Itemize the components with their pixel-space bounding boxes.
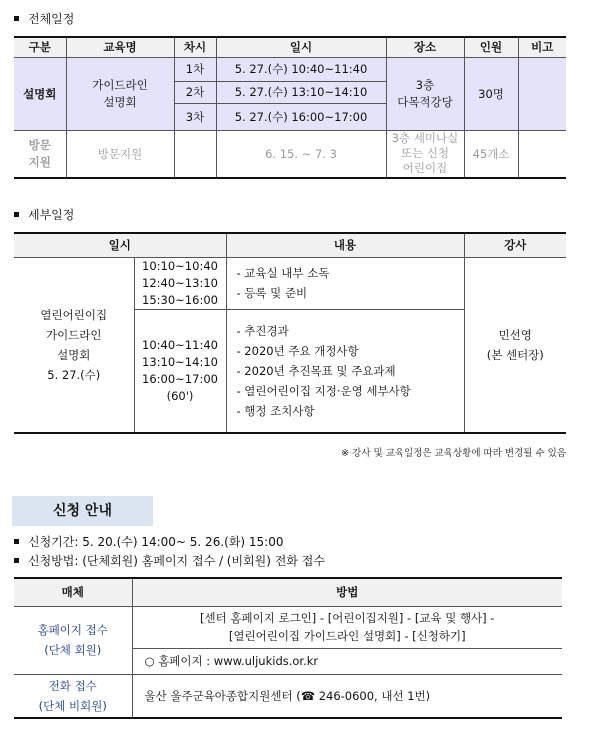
web-label: 홈페이지 접수 (단체 회원) [14,606,132,674]
visit-remark [518,130,566,178]
bullet-icon [14,558,19,563]
list-item: - 등록 및 준비 [236,286,308,300]
web-url[interactable]: ○ 홈페이지 : www.uljukids.or.kr [132,648,562,674]
event-name: 열린어린이집 가이드라인 설명회 5. 27.(수) [14,257,134,433]
briefing-category: 설명회 [14,57,66,130]
schedule-note: ※ 강사 및 교육일정은 교육상황에 따라 변경될 수 있음 [341,448,566,459]
detail-schedule-table [14,232,566,434]
bullet-icon [14,16,19,21]
list-item: - 2020년 주요 개정사항 [236,343,359,358]
header-people: 인원 [464,37,518,57]
apply-badge: 신청 안내 [12,496,153,526]
bullet-icon [14,539,19,544]
briefing-place: 3층 다목적강당 [386,57,464,130]
header-place: 장소 [386,37,464,57]
prep-times: 10:10~10:40 12:40~13:10 15:30~16:00 [134,257,226,309]
session-time: 5. 27.(수) 10:40~11:40 [216,57,386,81]
apply-method-table [14,577,562,719]
session-no: 2차 [174,81,216,103]
visit-name: 방문지원 [66,130,174,178]
web-path: [센터 홈페이지 로그인] - [어린이집지원] - [교육 및 행사] - [열린어린이집 가이드라인 설명회] - [신청하기] [132,606,562,648]
visit-people: 45개소 [464,130,518,178]
header-media: 매체 [14,578,132,606]
visit-place: 3층 세미나실 또는 신청 어린이집 [386,130,464,178]
session-no: 3차 [174,103,216,130]
visit-time: 6. 15. ~ 7. 3 [216,130,386,178]
visit-session [174,130,216,178]
list-item: - 추진경과 [236,323,289,338]
lecturer: 민선영 (본 센터장) [464,257,566,433]
header-session: 차시 [174,37,216,57]
briefing-people: 30명 [464,57,518,130]
phone-info: 울산 울주군육아종합지원센터 (☎ 246-0600, 내선 1번) [132,674,562,718]
header-name: 교육명 [66,37,174,57]
overall-schedule-table [14,36,566,179]
header-datetime: 일시 [216,37,386,57]
list-item: - 행정 조치사항 [236,403,315,418]
header-lecturer: 강사 [464,233,566,257]
phone-label: 전화 접수 (단체 비회원) [14,674,132,718]
list-item: - 2020년 추진목표 및 주요과제 [236,363,396,378]
visit-category: 방문 지원 [14,130,66,178]
main-times: 10:40~11:40 13:10~14:10 16:00~17:00 (60') [134,309,226,433]
header-category: 구분 [14,37,66,57]
main-items [226,309,464,433]
briefing-remark [518,57,566,130]
session-time: 5. 27.(수) 16:00~17:00 [216,103,386,130]
session-time: 5. 27.(수) 13:10~14:10 [216,81,386,103]
list-item: - 교육실 내부 소독 [236,266,330,280]
header-content: 내용 [226,233,464,257]
prep-items [226,257,464,309]
bullet-icon [14,212,19,217]
session-no: 1차 [174,57,216,81]
section-title-detail: 세부일정 [14,206,74,223]
briefing-name: 가이드라인 설명회 [66,57,174,130]
header-datetime: 일시 [14,233,226,257]
apply-period: 신청기간: 5. 20.(수) 14:00~ 5. 26.(화) 15:00 [14,533,284,550]
header-method: 방법 [132,578,562,606]
apply-method: 신청방법: (단체회원) 홈페이지 접수 / (비회원) 전화 접수 [14,552,325,569]
list-item: - 열린어린이집 지정·운영 세부사항 [236,383,411,398]
header-remark: 비고 [518,37,566,57]
section-title-overall: 전체일정 [14,10,74,27]
